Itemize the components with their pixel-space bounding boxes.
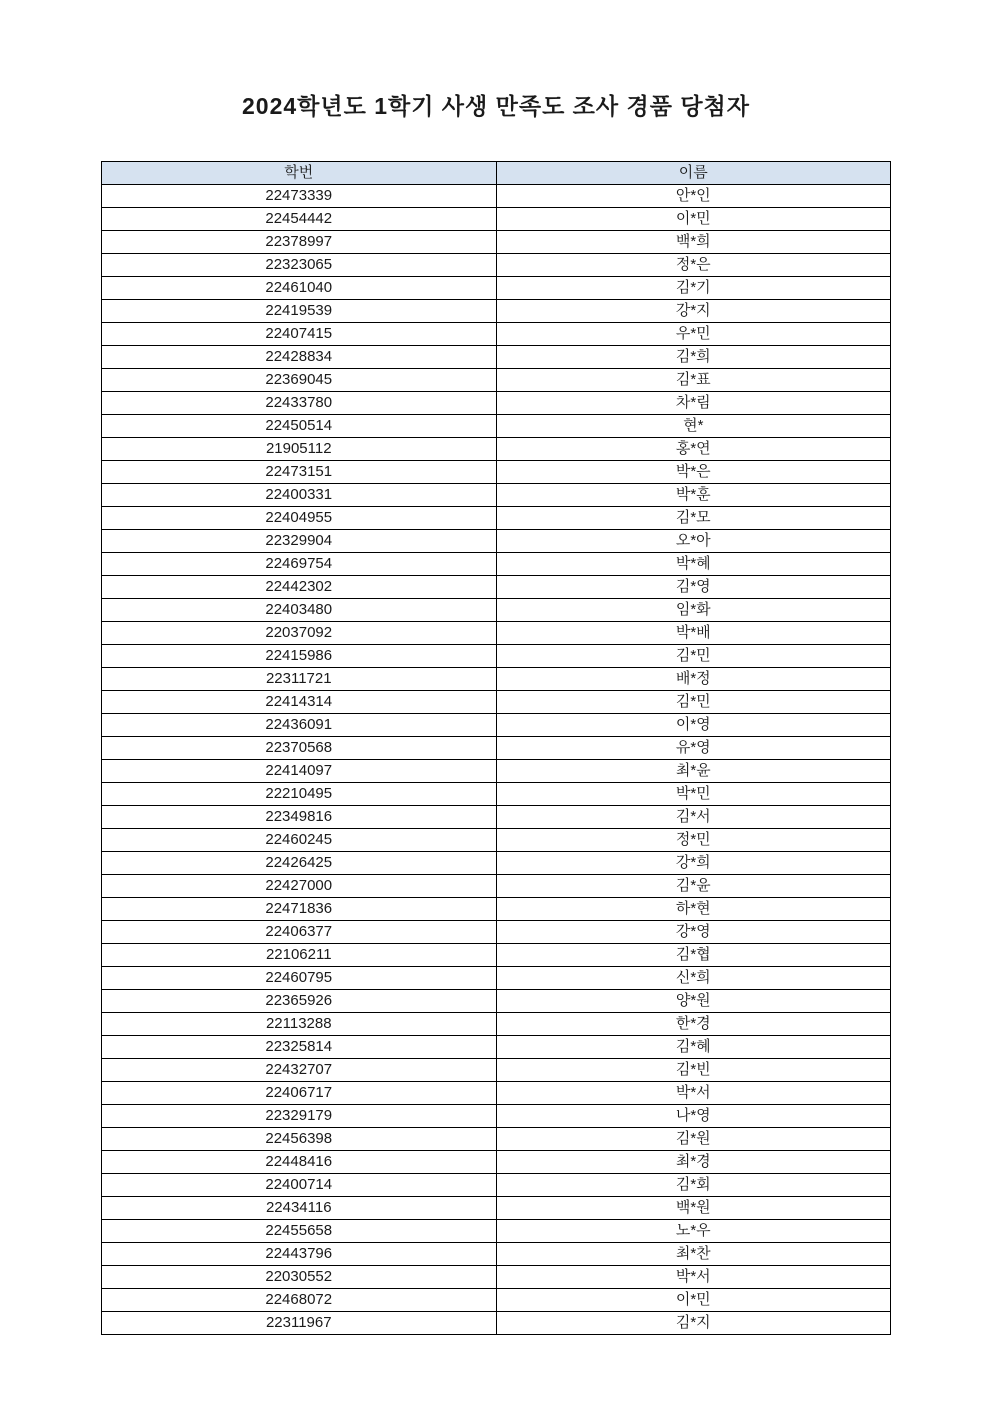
table-row [102,668,891,691]
table-row [102,1036,891,1059]
table-row [102,737,891,760]
table-row [102,875,891,898]
student-id-cell: 22311721 [102,668,497,691]
student-id-cell: 22432707 [102,1059,497,1082]
student-id-cell: 22407415 [102,323,497,346]
name-cell: 강*지 [496,300,891,323]
student-id-cell: 22378997 [102,231,497,254]
student-id-cell: 22106211 [102,944,497,967]
name-cell: 김*혜 [496,1036,891,1059]
student-id-cell: 22468072 [102,1289,497,1312]
name-cell: 김*회 [496,1174,891,1197]
table-row [102,852,891,875]
name-cell: 차*림 [496,392,891,415]
student-id-cell: 22461040 [102,277,497,300]
name-cell: 나*영 [496,1105,891,1128]
student-id-cell: 22419539 [102,300,497,323]
table-row [102,438,891,461]
name-cell: 박*은 [496,461,891,484]
name-cell: 박*서 [496,1266,891,1289]
student-id-cell: 22210495 [102,783,497,806]
student-id-cell: 22369045 [102,369,497,392]
table-row [102,967,891,990]
student-id-cell: 22329904 [102,530,497,553]
name-cell: 배*정 [496,668,891,691]
name-cell: 김*민 [496,691,891,714]
name-cell: 강*희 [496,852,891,875]
winners-table-body [102,185,891,1335]
table-row [102,484,891,507]
name-cell: 현* [496,415,891,438]
name-column-header: 이름 [496,162,891,185]
student-id-cell: 22427000 [102,875,497,898]
name-cell: 김*모 [496,507,891,530]
table-row [102,530,891,553]
name-cell: 백*희 [496,231,891,254]
student-id-cell: 21905112 [102,438,497,461]
name-cell: 백*원 [496,1197,891,1220]
table-row [102,392,891,415]
name-cell: 최*윤 [496,760,891,783]
table-row [102,806,891,829]
name-cell: 이*민 [496,208,891,231]
student-id-cell: 22448416 [102,1151,497,1174]
student-id-cell: 22349816 [102,806,497,829]
student-id-cell: 22323065 [102,254,497,277]
table-row [102,1220,891,1243]
table-row [102,300,891,323]
student-id-cell: 22456398 [102,1128,497,1151]
student-id-cell: 22460245 [102,829,497,852]
student-id-cell: 22400714 [102,1174,497,1197]
student-id-cell: 22473151 [102,461,497,484]
student-id-cell: 22436091 [102,714,497,737]
table-row [102,185,891,208]
table-row [102,1312,891,1335]
student-id-cell: 22471836 [102,898,497,921]
name-cell: 이*민 [496,1289,891,1312]
table-row [102,944,891,967]
name-cell: 정*민 [496,829,891,852]
student-id-cell: 22403480 [102,599,497,622]
table-row [102,415,891,438]
table-row [102,553,891,576]
student-id-cell: 22037092 [102,622,497,645]
name-cell: 노*우 [496,1220,891,1243]
student-id-cell: 22433780 [102,392,497,415]
name-cell: 박*훈 [496,484,891,507]
student-id-cell: 22473339 [102,185,497,208]
table-row [102,277,891,300]
table-row [102,323,891,346]
student-id-cell: 22370568 [102,737,497,760]
winners-table [101,161,891,1335]
name-cell: 김*협 [496,944,891,967]
table-row [102,1105,891,1128]
name-cell: 박*서 [496,1082,891,1105]
student-id-cell: 22329179 [102,1105,497,1128]
table-row [102,254,891,277]
table-row [102,829,891,852]
student-id-cell: 22414097 [102,760,497,783]
table-row [102,369,891,392]
table-row [102,714,891,737]
name-cell: 김*민 [496,645,891,668]
table-row [102,507,891,530]
name-cell: 김*희 [496,346,891,369]
student-id-cell: 22443796 [102,1243,497,1266]
student-id-cell: 22311967 [102,1312,497,1335]
table-row [102,1128,891,1151]
name-cell: 신*희 [496,967,891,990]
table-row [102,1174,891,1197]
student-id-cell: 22442302 [102,576,497,599]
name-cell: 양*원 [496,990,891,1013]
name-cell: 안*인 [496,185,891,208]
name-cell: 김*지 [496,1312,891,1335]
student-id-cell: 22450514 [102,415,497,438]
table-row [102,1013,891,1036]
name-cell: 박*배 [496,622,891,645]
page-title: 2024학년도 1학기 사생 만족도 조사 경품 당첨자 [241,93,750,119]
table-row [102,691,891,714]
name-cell: 김*영 [496,576,891,599]
name-cell: 한*경 [496,1013,891,1036]
name-cell: 임*화 [496,599,891,622]
student-id-column-header: 학번 [102,162,497,185]
name-cell: 우*민 [496,323,891,346]
table-row [102,898,891,921]
name-cell: 김*기 [496,277,891,300]
table-row [102,461,891,484]
name-cell: 이*영 [496,714,891,737]
table-row [102,1197,891,1220]
student-id-cell: 22460795 [102,967,497,990]
student-id-cell: 22404955 [102,507,497,530]
name-cell: 정*은 [496,254,891,277]
table-row [102,1059,891,1082]
table-row [102,1289,891,1312]
name-cell: 오*아 [496,530,891,553]
name-cell: 최*찬 [496,1243,891,1266]
student-id-cell: 22469754 [102,553,497,576]
student-id-cell: 22365926 [102,990,497,1013]
table-row [102,1266,891,1289]
table-row [102,921,891,944]
student-id-cell: 22406377 [102,921,497,944]
student-id-cell: 22454442 [102,208,497,231]
table-row [102,208,891,231]
table-row [102,576,891,599]
student-id-cell: 22325814 [102,1036,497,1059]
name-cell: 박*혜 [496,553,891,576]
table-row [102,990,891,1013]
student-id-cell: 22406717 [102,1082,497,1105]
header-row [102,162,891,185]
table-row [102,1151,891,1174]
student-id-cell: 22030552 [102,1266,497,1289]
student-id-cell: 22113288 [102,1013,497,1036]
table-row [102,645,891,668]
name-cell: 홍*연 [496,438,891,461]
student-id-cell: 22426425 [102,852,497,875]
winners-table-header [102,162,891,185]
name-cell: 강*영 [496,921,891,944]
name-cell: 김*윤 [496,875,891,898]
student-id-cell: 22455658 [102,1220,497,1243]
name-cell: 김*원 [496,1128,891,1151]
table-row [102,1243,891,1266]
name-cell: 김*빈 [496,1059,891,1082]
table-row [102,599,891,622]
student-id-cell: 22434116 [102,1197,497,1220]
name-cell: 김*표 [496,369,891,392]
student-id-cell: 22414314 [102,691,497,714]
table-row [102,760,891,783]
table-row [102,622,891,645]
student-id-cell: 22415986 [102,645,497,668]
name-cell: 김*서 [496,806,891,829]
student-id-cell: 22400331 [102,484,497,507]
name-cell: 박*민 [496,783,891,806]
table-row [102,231,891,254]
name-cell: 유*영 [496,737,891,760]
table-row [102,783,891,806]
student-id-cell: 22428834 [102,346,497,369]
table-row [102,1082,891,1105]
name-cell: 최*경 [496,1151,891,1174]
name-cell: 하*현 [496,898,891,921]
table-row [102,346,891,369]
